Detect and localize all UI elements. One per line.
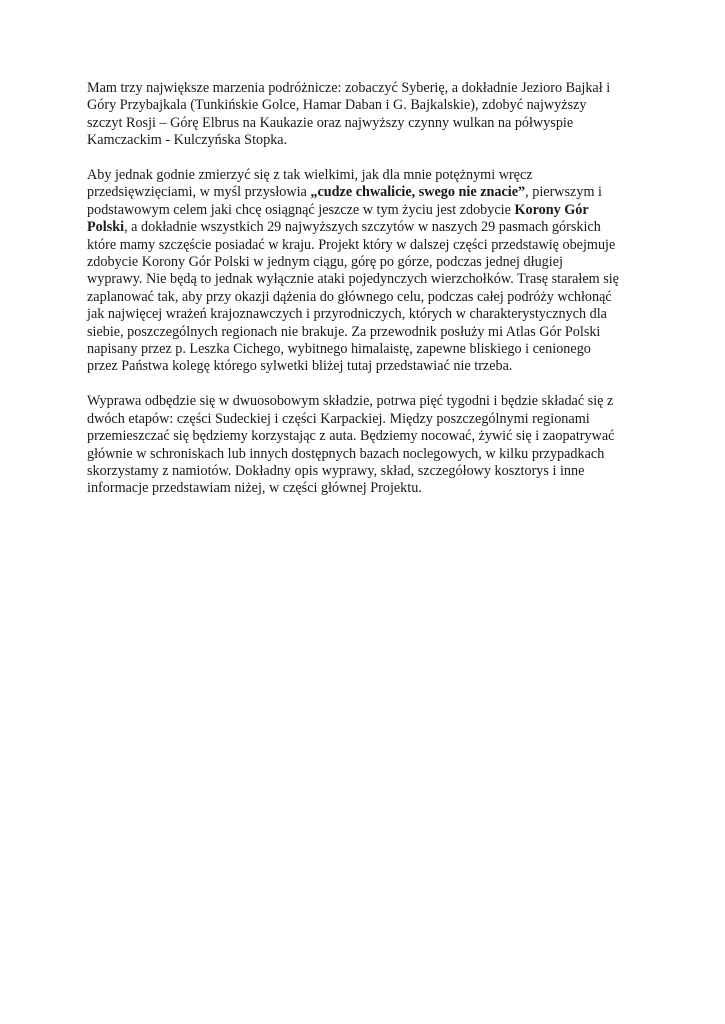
text-line <box>87 446 642 463</box>
text-line <box>87 97 642 114</box>
text-line <box>87 167 642 184</box>
text-run: przez Państwa kolegę którego sylwetki bliżej tutaj przedstawiać nie trzeba. <box>87 358 513 375</box>
text-line <box>87 358 642 375</box>
text-run: zaplanować tak, aby przy okazji dążenia do głównego celu, podczas całej podróży wchłonąć <box>87 288 612 305</box>
text-line <box>87 393 642 410</box>
text-run: Mam trzy największe marzenia podróżnicze: zobaczyć Syberię, a dokładnie Jezioro Bajkał i <box>87 80 611 96</box>
text-line <box>87 254 642 271</box>
text-line <box>87 219 642 236</box>
text-run: siebie, poszczególnych regionach nie brakuje. Za przewodnik posłuży mi Atlas Gór Polski <box>87 323 601 340</box>
text-run: Aby jednak godnie zmierzyć się z tak wielkimi, jak dla mnie potężnymi wręcz <box>87 167 533 184</box>
text-run: przemieszczać się będziemy korzystając z auta. Będziemy nocować, żywić się i zaopatrywać <box>87 428 615 445</box>
text-run: Wyprawa odbędzie się w dwuosobowym składzie, potrwa pięć tygodni i będzie składać się z <box>87 393 614 410</box>
text-line <box>87 411 642 428</box>
text-line <box>87 463 642 480</box>
text-line <box>87 202 642 219</box>
text-line <box>87 132 642 149</box>
text-line <box>87 306 642 323</box>
text-run: informacje przedstawiam niżej, w części głównej Projektu. <box>87 480 422 497</box>
text-run: wyprawy. Nie będą to jednak wyłącznie ataki pojedynczych wierzchołków. Trasę starałem się <box>87 271 619 288</box>
document-body <box>87 80 642 498</box>
text-line <box>87 480 642 497</box>
bold-text-run: Korony Gór <box>514 201 589 218</box>
text-run: które mamy szczęście posiadać w kraju. Projekt który w dalszej części przedstawię obejmuje <box>87 236 616 253</box>
paragraph <box>87 393 642 497</box>
text-run: Góry Przybajkala (Tunkińskie Golce, Hamar Daban i G. Bajkalskie), zdobyć najwyższy <box>87 97 587 114</box>
text-line <box>87 289 642 306</box>
text-run: dwóch etapów: części Sudeckiej i części Karpackiej. Między poszczególnymi regionami <box>87 410 590 427</box>
text-line <box>87 237 642 254</box>
text-line <box>87 80 642 97</box>
text-line <box>87 271 642 288</box>
text-run: szczyt Rosji – Górę Elbrus na Kaukazie oraz najwyższy czynny wulkan na półwyspie <box>87 114 574 131</box>
text-line <box>87 115 642 132</box>
text-line <box>87 324 642 341</box>
text-run: , a dokładnie wszystkich 29 najwyższych szczytów w naszych 29 pasmach górskich <box>124 219 601 236</box>
text-line <box>87 428 642 445</box>
text-run: podstawowym celem jaki chcę osiągnąć jeszcze w tym życiu jest zdobycie <box>87 201 515 218</box>
text-run: , pierwszym i <box>525 184 602 201</box>
text-run: zdobycie Korony Gór Polski w jednym ciągu, górę po górze, podczas jednej długiej <box>87 254 563 271</box>
text-line <box>87 184 642 201</box>
text-run: głównie w schroniskach lub innych dostępnych bazach noclegowych, w kilku przypadkach <box>87 445 605 462</box>
bold-text-run: „cudze chwalicie, swego nie znacie” <box>310 184 526 201</box>
text-run: napisany przez p. Leszka Cichego, wybitnego himalaistę, zapewne bliskiego i cenionego <box>87 341 591 358</box>
text-run: jak najwięcej wrażeń krajoznawczych i przyrodniczych, których w charakterystycznych dla <box>87 306 607 323</box>
text-run: Kamczackim - Kulczyńska Stopka. <box>87 132 288 149</box>
text-line <box>87 341 642 358</box>
bold-text-run: Polski <box>87 219 125 236</box>
text-run: skorzystamy z namiotów. Dokładny opis wyprawy, skład, szczegółowy kosztorys i inne <box>87 462 585 479</box>
paragraph <box>87 167 642 376</box>
text-run: przedsięwzięciami, w myśl przysłowia <box>87 184 311 201</box>
paragraph <box>87 80 642 150</box>
